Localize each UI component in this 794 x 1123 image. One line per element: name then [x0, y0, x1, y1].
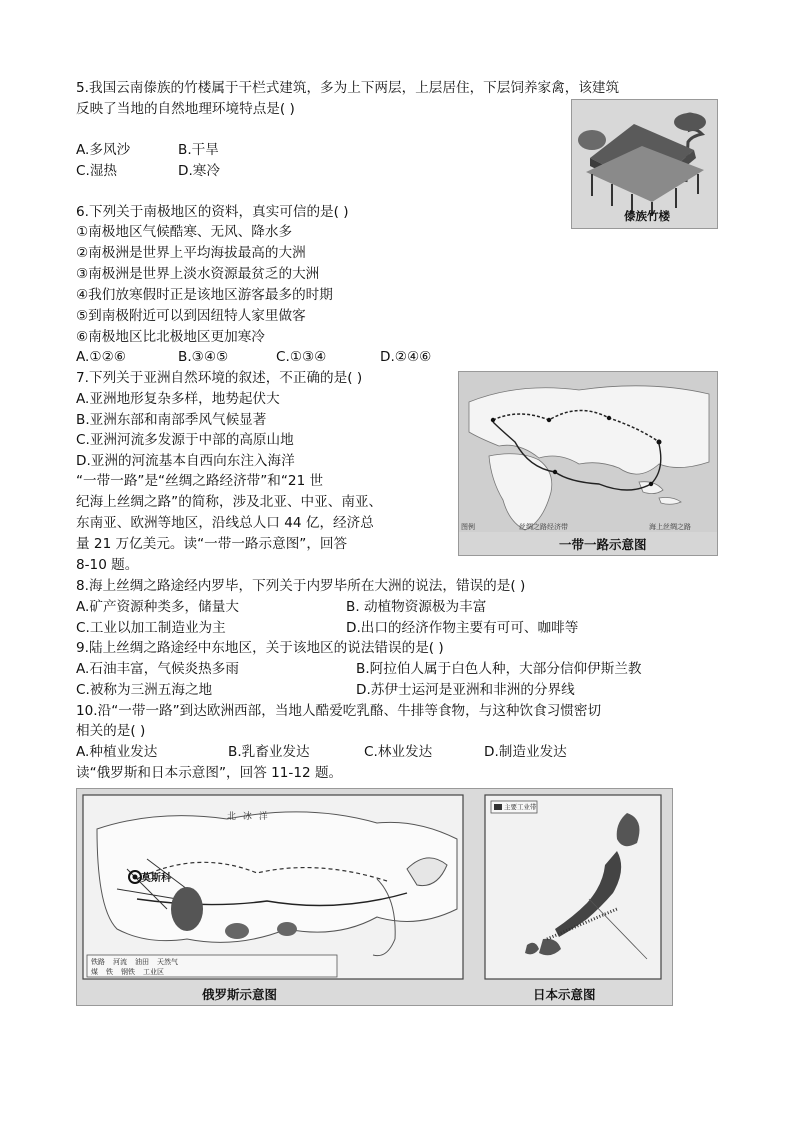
- q9-option-c: C.被称为三洲五海之地: [76, 682, 213, 698]
- q8-option-a: A.矿产资源种类多，储量大: [76, 599, 239, 615]
- intro-8-10-line4: 量 21 万亿美元。读“一带一路示意图”，回答: [76, 536, 348, 552]
- belt-road-map-figure: [458, 371, 718, 556]
- q9-option-d: D.苏伊士运河是亚洲和非洲的分界线: [356, 682, 575, 698]
- q10-stem-line2: 相关的是( ): [76, 723, 146, 739]
- q8-stem: 8.海上丝绸之路途经内罗毕，下列关于内罗毕所在大洲的说法，错误的是( ): [76, 578, 526, 594]
- q8-option-b: B. 动植物资源极为丰富: [346, 599, 487, 615]
- q6-stem: 6.下列关于南极地区的资料，真实可信的是( ): [76, 204, 349, 220]
- q9-stem: 9.陆上丝绸之路途经中东地区，关于该地区的说法错误的是( ): [76, 640, 444, 656]
- japan-map: [477, 789, 667, 985]
- intro-8-10-line1: “一带一路”是“丝绸之路经济带”和“21 世: [76, 473, 324, 489]
- russia-map: [77, 789, 467, 985]
- q6-statement-4: ④我们放寒假时正是该地区游客最多的时期: [76, 287, 333, 303]
- q7-option-d: D.亚洲的河流基本自西向东注入海洋: [76, 453, 295, 469]
- q9-option-a: A.石油丰富，气候炎热多雨: [76, 661, 239, 677]
- russia-legend: [91, 957, 178, 967]
- intro-8-10-line2: 纪海上丝绸之路”的简称，涉及北亚、中亚、南亚、: [76, 494, 383, 510]
- intro-8-10-line5: 8-10 题。: [76, 557, 139, 573]
- dai-bamboo-house-figure: [571, 99, 718, 229]
- q8-option-c: C.工业以加工制造业为主: [76, 620, 226, 636]
- russia-legend-1: 河流: [113, 958, 127, 966]
- russia-sea-label: 北 冰 洋: [227, 812, 270, 822]
- q6-statement-6: ⑥南极地区比北极地区更加寒冷: [76, 329, 265, 345]
- russia-legend-0: 铁路: [91, 958, 105, 966]
- q6-statement-1: ①南极地区气候酷寒、无风、降水多: [76, 224, 293, 240]
- belt-road-legend-left: 图例: [461, 523, 475, 531]
- q5-option-b: B.干旱: [178, 142, 219, 158]
- q7-option-a: A.亚洲地形复杂多样，地势起伏大: [76, 391, 280, 407]
- q10-option-c: C.林业发达: [364, 744, 433, 760]
- moscow-label: 莫斯科: [141, 873, 171, 884]
- japan-legend: 主要工业带: [504, 803, 537, 811]
- belt-road-map: [459, 372, 717, 532]
- russia-legend-4: 煤: [91, 968, 98, 976]
- q7-option-c: C.亚洲河流多发源于中部的高原山地: [76, 432, 294, 448]
- q10-stem-line1: 10.沿“一带一路”到达欧洲西部，当地人酷爱吃乳酪、牛排等食物，与这种饮食习惯密切: [76, 703, 602, 719]
- q6-option-a: A.①②⑥: [76, 349, 126, 365]
- q5-stem-line1: 5.我国云南傣族的竹楼属于干栏式建筑，多为上下两层，上层居住，下层饲养家禽，该建筑: [76, 80, 620, 96]
- q5-option-c: C.湿热: [76, 163, 118, 179]
- q5-option-a: A.多风沙: [76, 142, 131, 158]
- q10-option-a: A.种植业发达: [76, 744, 158, 760]
- q8-option-d: D.出口的经济作物主要有可可、咖啡等: [346, 620, 579, 636]
- russia-legend-row2: [91, 967, 164, 977]
- russia-legend-2: 油田: [135, 958, 149, 966]
- q9-option-b: B.阿拉伯人属于白色人种，大部分信仰伊斯兰教: [356, 661, 642, 677]
- intro-11-12: 读“俄罗斯和日本示意图”，回答 11-12 题。: [76, 765, 343, 781]
- q5-stem-line2: 反映了当地的自然地理环境特点是( ): [76, 101, 295, 117]
- russia-legend-7: 工业区: [143, 968, 164, 976]
- russia-legend-5: 铁: [106, 968, 113, 976]
- russia-map-caption: 俄罗斯示意图: [202, 987, 278, 1002]
- q6-statement-2: ②南极洲是世界上平均海拔最高的大洲: [76, 245, 306, 261]
- dai-bamboo-house-caption: 傣族竹楼: [624, 209, 670, 223]
- russia-legend-3: 天然气: [157, 958, 178, 966]
- belt-road-caption: 一带一路示意图: [559, 537, 647, 552]
- belt-road-legend-mid: 丝绸之路经济带: [519, 523, 568, 531]
- q10-option-b: B.乳畜业发达: [228, 744, 310, 760]
- intro-8-10-line3: 东南亚、欧洲等地区，沿线总人口 44 亿，经济总: [76, 515, 374, 531]
- q6-statement-5: ⑤到南极附近可以到因纽特人家里做客: [76, 308, 306, 324]
- q6-statement-3: ③南极洲是世界上淡水资源最贫乏的大洲: [76, 266, 320, 282]
- q10-option-d: D.制造业发达: [484, 744, 567, 760]
- russia-japan-maps-figure: [76, 788, 673, 1006]
- q5-option-d: D.寒冷: [178, 163, 220, 179]
- q7-option-b: B.亚洲东部和南部季风气候显著: [76, 412, 267, 428]
- q6-option-b: B.③④⑤: [178, 349, 229, 365]
- japan-map-caption: 日本示意图: [533, 987, 596, 1002]
- q6-option-c: C.①③④: [276, 349, 327, 365]
- russia-legend-6: 钢铁: [121, 968, 135, 976]
- belt-road-legend-right: 海上丝绸之路: [649, 523, 691, 531]
- q6-option-d: D.②④⑥: [380, 349, 432, 365]
- q7-stem: 7.下列关于亚洲自然环境的叙述，不正确的是( ): [76, 370, 363, 386]
